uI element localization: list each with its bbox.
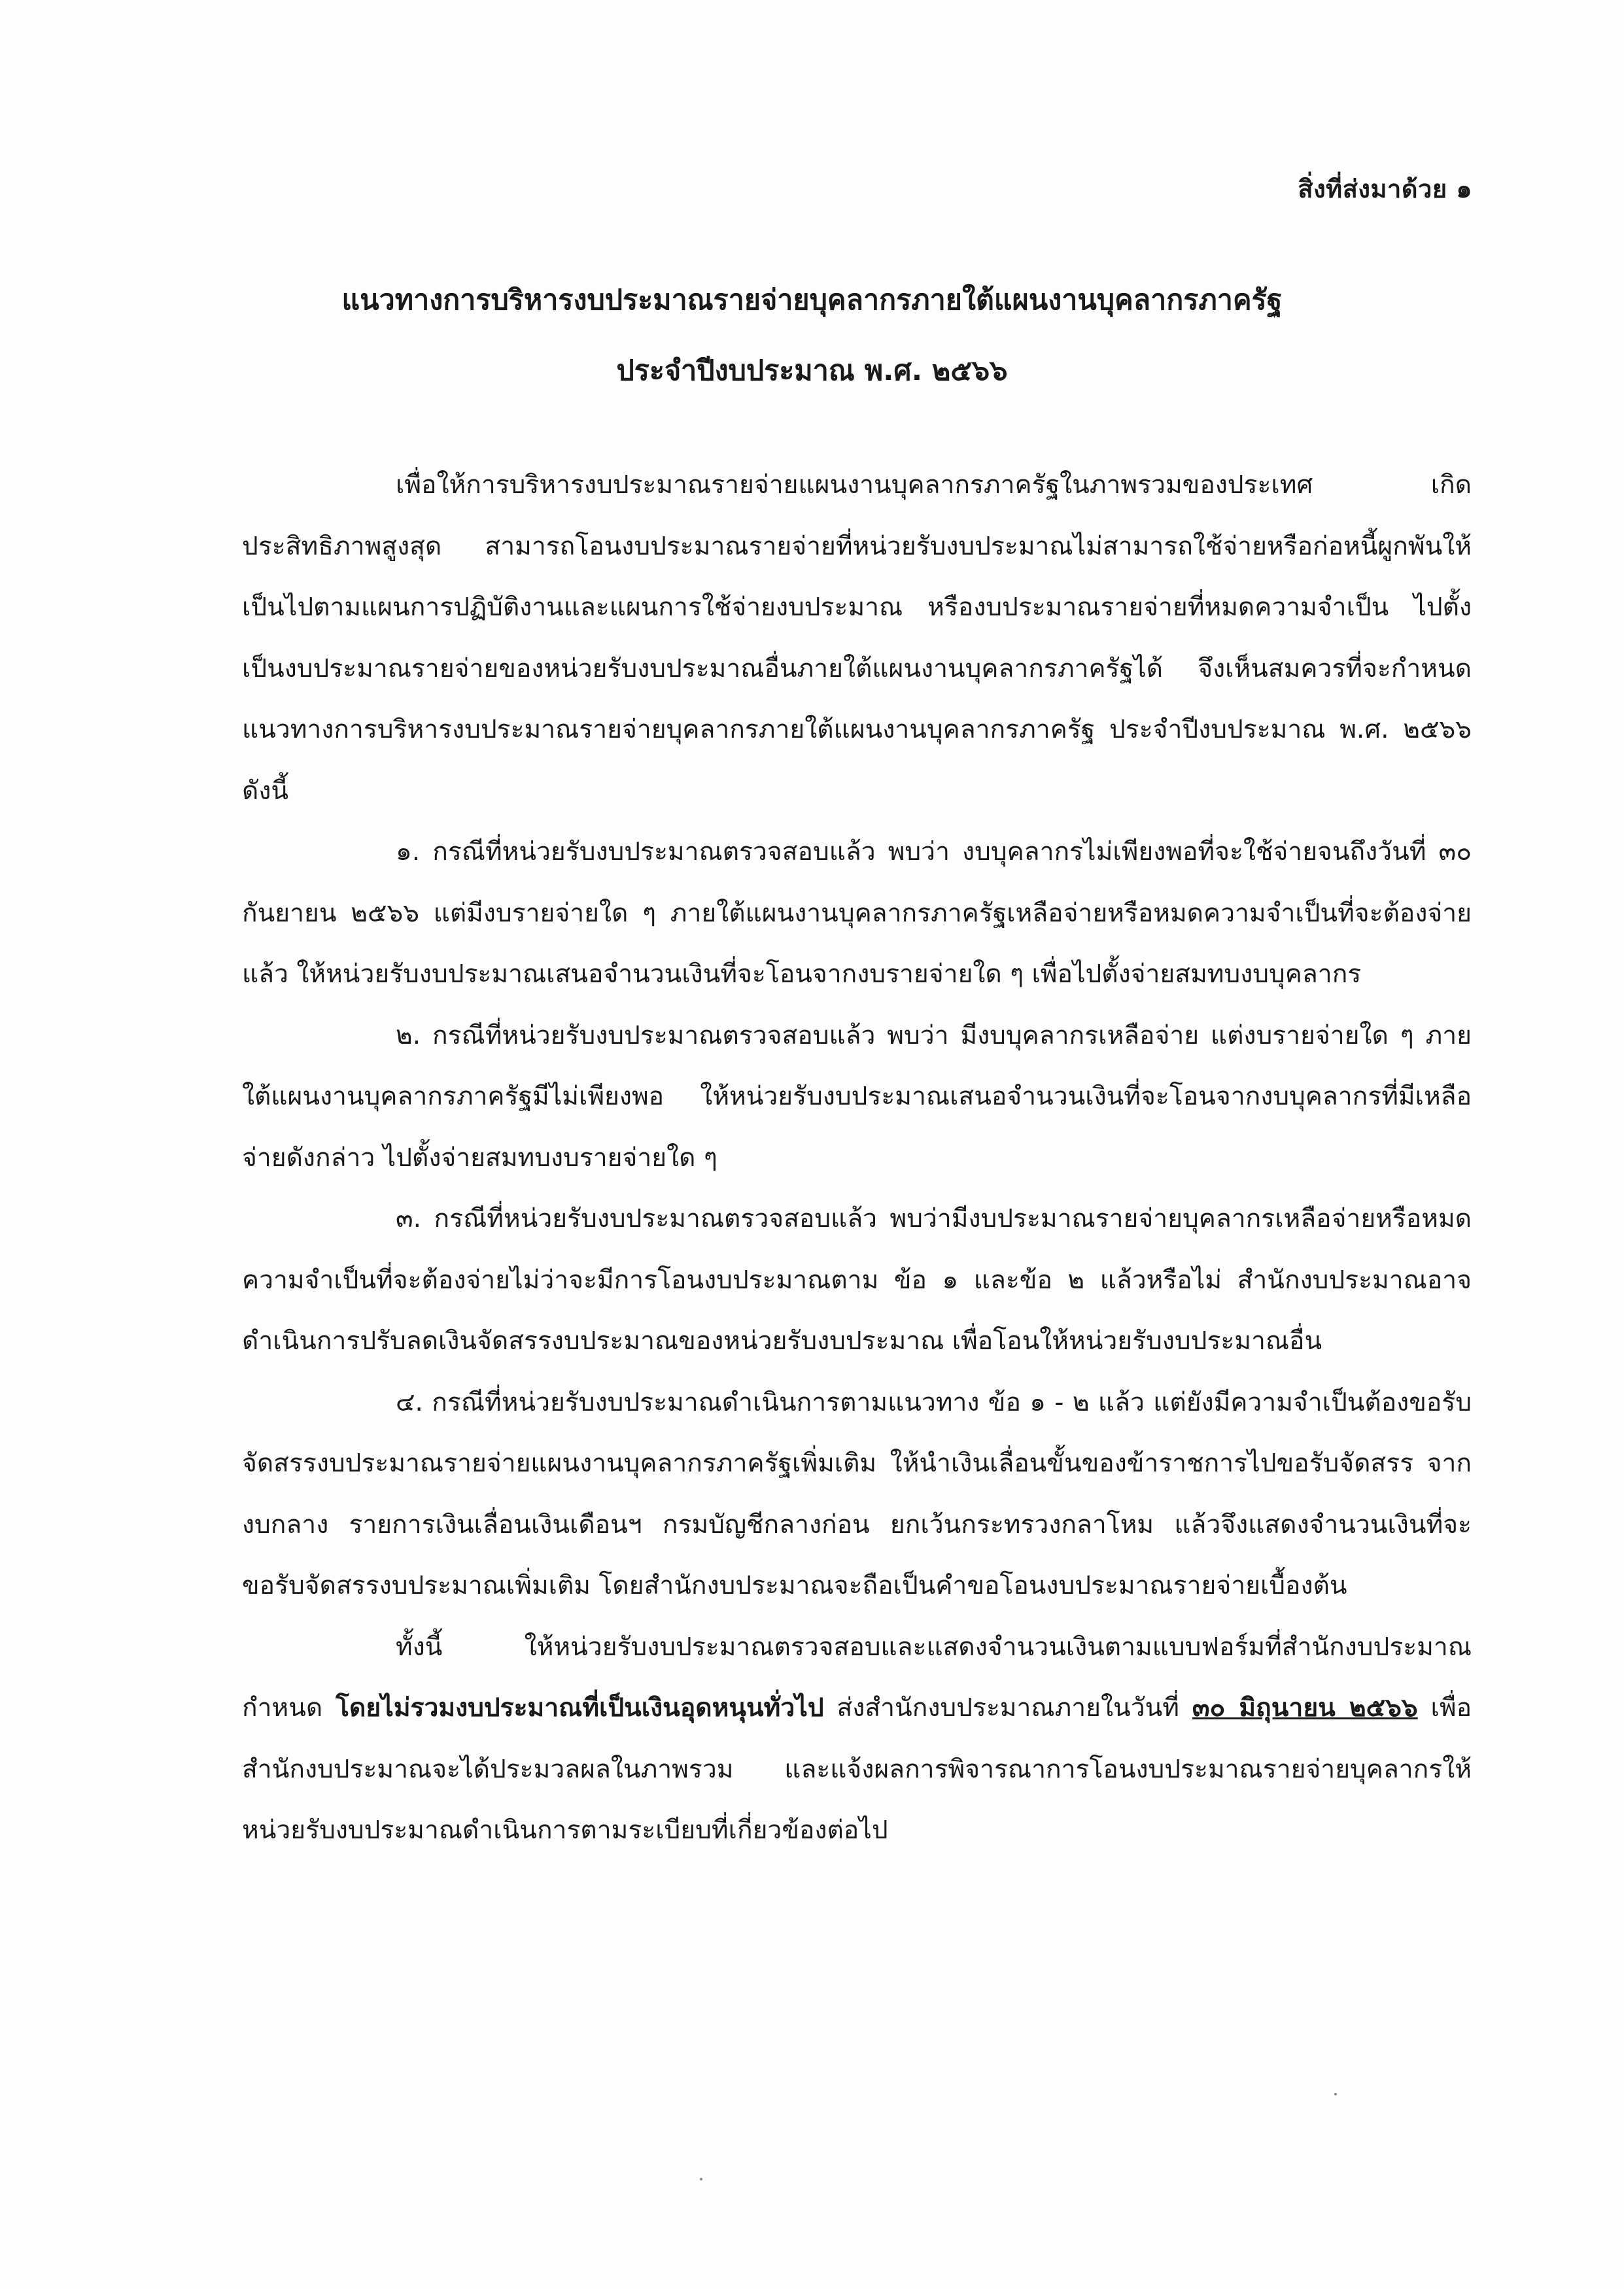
- closing-text-2: ส่งสำนักงบประมาณภายในวันที่: [823, 1693, 1192, 1723]
- title-line-1: แนวทางการบริหารงบประมาณรายจ่ายบุคลากรภายใต้แผนงานบุคลากรภาครัฐ: [341, 284, 1283, 317]
- item-1-paragraph: ๑. กรณีที่หน่วยรับงบประมาณตรวจสอบแล้ว พบว่า งบบุคลากรไม่เพียงพอที่จะใช้จ่ายจนถึงวันที่ ๓๐ กันยายน ๒๕๖๖ แต่มีงบรายจ่ายใด ๆ ภายใต้แผนงานบุคลากรภาครัฐเหลือจ่ายหรือหมดความจำเป็นที่จะต้องจ่ายแล้ว ให้หน่วยรับงบประมาณเสนอจำนวนเงินที่จะโอนจากงบรายจ่ายใด ๆ เพื่อไปตั้งจ่ายสมทบงบบุคลากร: [242, 837, 1472, 989]
- item-4-paragraph: ๔. กรณีที่หน่วยรับงบประมาณดำเนินการตามแนวทาง ข้อ ๑ - ๒ แล้ว แต่ยังมีความจำเป็นต้องขอรับจัดสรรงบประมาณรายจ่ายแผนงานบุคลากรภาครัฐเพิ่มเติม ให้นำเงินเลื่อนขั้นของข้าราชการไปขอรับจัดสรร จากงบกลาง รายการเงินเลื่อนเงินเดือนฯ กรมบัญชีกลางก่อน ยกเว้นกระทรวงกลาโหม แล้วจึงแสดงจำนวนเงินที่จะขอรับจัดสรรงบประมาณเพิ่มเติม โดยสำนักงบประมาณจะถือเป็นคำขอโอนงบประมาณรายจ่ายเบื้องต้น: [242, 1387, 1472, 1600]
- item-2-paragraph: ๒. กรณีที่หน่วยรับงบประมาณตรวจสอบแล้ว พบว่า มีงบบุคลากรเหลือจ่าย แต่งบรายจ่ายใด ๆ ภายใต้แผนงานบุคลากรภาครัฐมีไม่เพียงพอ ให้หน่วยรับงบประมาณเสนอจำนวนเงินที่จะโอนจากงบบุคลากรที่มีเหลือจ่ายดังกล่าว ไปตั้งจ่ายสมทบงบรายจ่ายใด ๆ: [242, 1020, 1472, 1173]
- scan-speck: [1334, 2093, 1337, 2095]
- deadline-date: ๓๐ มิถุนายน ๒๕๖๖: [1192, 1693, 1418, 1723]
- document-title: [196, 265, 1428, 406]
- item-3-paragraph: ๓. กรณีที่หน่วยรับงบประมาณตรวจสอบแล้ว พบว่ามีงบประมาณรายจ่ายบุคลากรเหลือจ่ายหรือหมดความจำเป็นที่จะต้องจ่ายไม่ว่าจะมีการโอนงบประมาณตาม ข้อ ๑ และข้อ ๒ แล้วหรือไม่ สำนักงบประมาณอาจดำเนินการปรับลดเงินจัดสรรงบประมาณของหน่วยรับงบประมาณ เพื่อโอนให้หน่วยรับงบประมาณอื่น: [242, 1204, 1472, 1356]
- scan-speck: [700, 2178, 702, 2180]
- closing-paragraph: [242, 1617, 1472, 1861]
- intro-paragraph: เพื่อให้การบริหารงบประมาณรายจ่ายแผนงานบุคลากรภาครัฐในภาพรวมของประเทศ เกิดประสิทธิภาพสูงสุด สามารถโอนงบประมาณรายจ่ายที่หน่วยรับงบประมาณไม่สามารถใช้จ่ายหรือก่อหนี้ผูกพันให้เป็นไปตามแผนการปฏิบัติงานและแผนการใช้จ่ายงบประมาณ หรืองบประมาณรายจ่ายที่หมดความจำเป็น ไปตั้งเป็นงบประมาณรายจ่ายของหน่วยรับงบประมาณอื่นภายใต้แผนงานบุคลากรภาครัฐได้ จึงเห็นสมควรที่จะกำหนดแนวทางการบริหารงบประมาณรายจ่ายบุคลากรภายใต้แผนงานบุคลากรภาครัฐ ประจำปีงบประมาณ พ.ศ. ๒๕๖๖ ดังนี้: [242, 470, 1472, 806]
- closing-text-1: ทั้งนี้ ให้หน่วยรับงบประมาณตรวจสอบและแสดงจำนวนเงินตามแบบฟอร์มที่สำนักงบประมาณกำหนด: [242, 1632, 1472, 1723]
- closing-text-3: เพื่อสำนักงบประมาณจะได้ประมวลผลในภาพรวม และแจ้งผลการพิจารณาการโอนงบประมาณรายจ่ายบุคลากรให้หน่วยรับงบประมาณดำเนินการตามระเบียบที่เกี่ยวข้องต่อไป: [242, 1693, 1472, 1845]
- title-line-2: ประจำปีงบประมาณ พ.ศ. ๒๕๖๖: [616, 354, 1008, 387]
- document-body: [242, 455, 1472, 1861]
- enclosure-label: สิ่งที่ส่งมาด้วย ๑: [1298, 175, 1472, 203]
- closing-emphasis: โดยไม่รวมงบประมาณที่เป็นเงินอุดหนุนทั่วไป: [336, 1693, 824, 1723]
